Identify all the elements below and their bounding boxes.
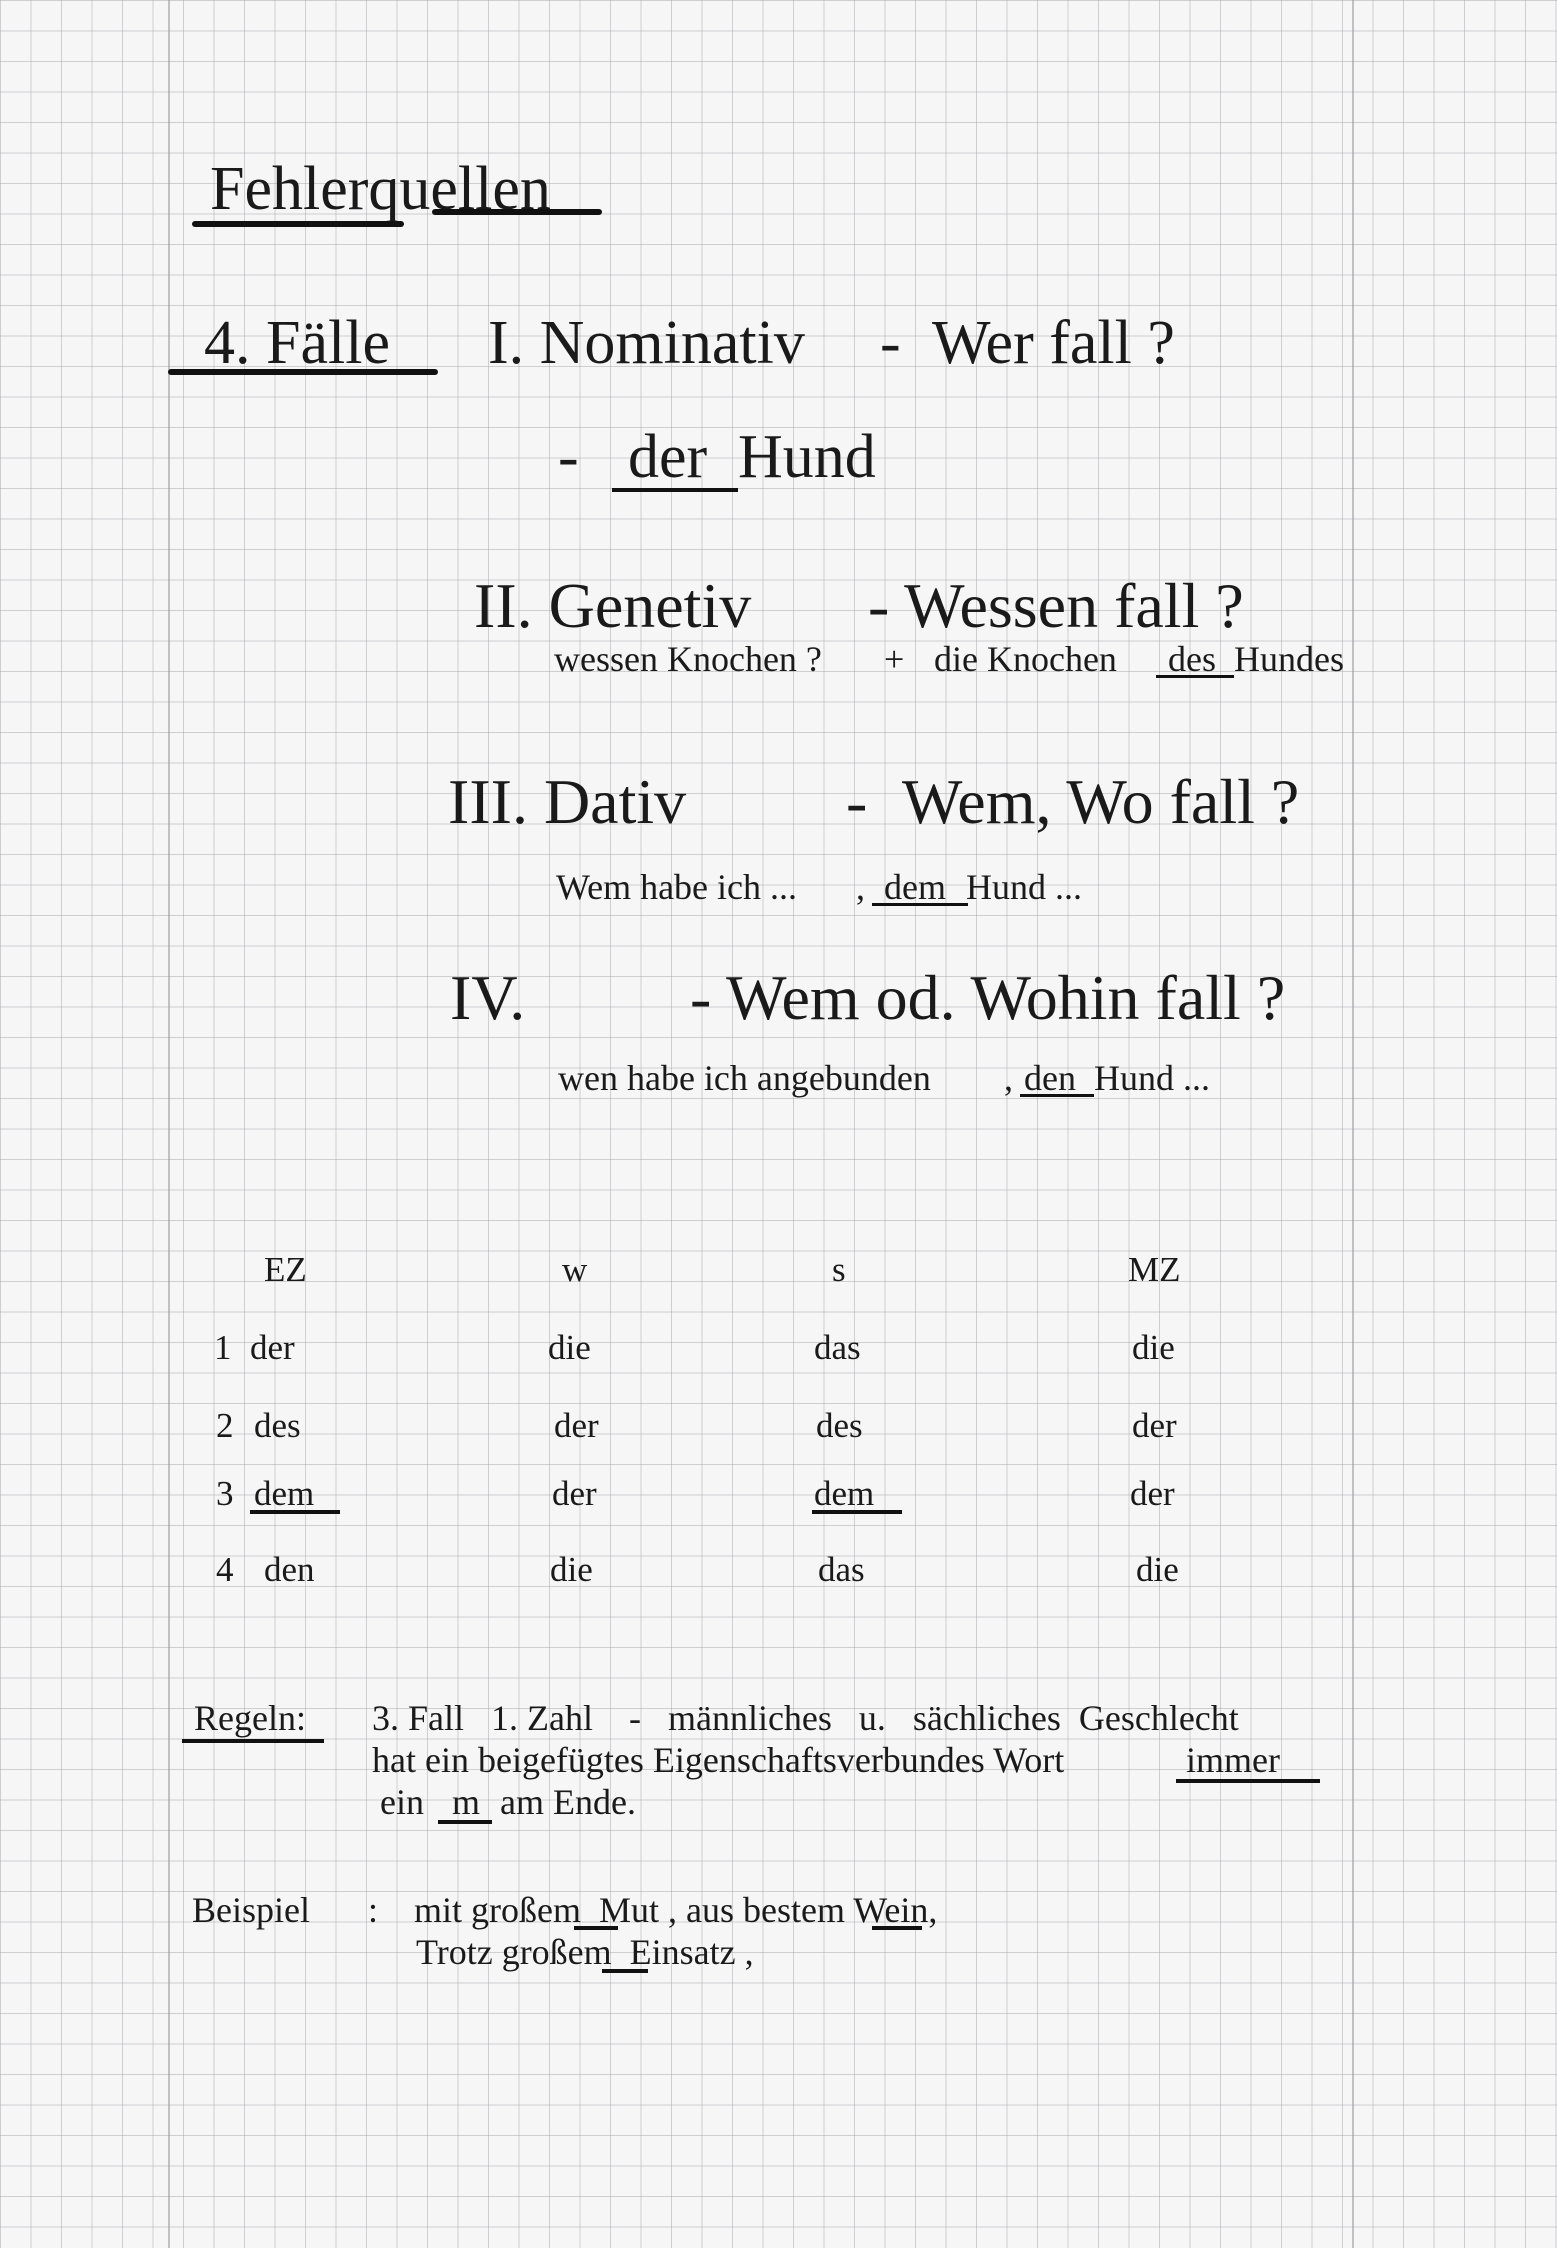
akkusativ-example-prefix: wen habe ich angebunden [558,1058,931,1098]
table-header-mz: MZ [1128,1250,1181,1289]
table-header-s: s [832,1250,846,1289]
genetiv-example-noun: Hundes [1234,639,1344,679]
genetiv-example-phrase: die Knochen [934,639,1117,679]
nominativ-question: Wer fall ? [932,309,1175,377]
table-row-1-s: das [814,1328,861,1367]
genetiv-label: II. Genetiv [474,570,752,641]
page-title: Fehlerquellen [210,155,551,223]
akkusativ-example-article: den [1024,1058,1076,1098]
rules-emphasis-underline [1176,1779,1320,1783]
cases-heading-underline [168,369,438,375]
table-row-2-mz: der [1132,1406,1177,1445]
table-header-w: w [562,1250,588,1289]
rules-label: Regeln: [194,1698,306,1738]
nominativ-article-underline [612,488,738,492]
table-row-4-w: die [550,1550,593,1589]
example-line-1-underline-1 [574,1926,618,1930]
nominativ-example-article: der [628,423,708,491]
table-row-2-num: 2 [216,1406,234,1445]
dativ-question: Wem, Wo fall ? [902,766,1300,837]
rules-line-2-prefix: hat ein beigefügtes Eigenschaftsverbundes Wort [372,1740,1065,1780]
dativ-dash: - [846,766,868,837]
dativ-article-underline [872,903,968,906]
dativ-comma: , [856,867,865,907]
table-row-4-num: 4 [216,1550,234,1589]
table-row-4-m: den [264,1550,315,1589]
dativ-example-article: dem [884,867,946,907]
akkusativ-article-underline [1020,1094,1094,1097]
akkusativ-comma: , [1004,1058,1013,1098]
table-row-1-m: der [250,1328,295,1367]
table-row-1-w: die [548,1328,591,1367]
rules-label-underline [182,1739,324,1743]
nominativ-dash: - [880,309,901,377]
table-row-3-w: der [552,1474,597,1513]
genetiv-example-article: des [1168,639,1216,679]
example-label: Beispiel [192,1890,310,1930]
table-row-1-num: 1 [214,1328,232,1367]
dativ-label: III. Dativ [448,766,687,837]
genetiv-question: - Wessen fall ? [868,570,1244,641]
rules-line-2-emphasis: immer [1186,1740,1280,1780]
title-underline-2 [432,209,602,215]
rules-m-underline [438,1820,492,1824]
akkusativ-label: IV. [450,962,526,1033]
right-margin-line [1352,0,1354,2248]
genetiv-example-question: wessen Knochen ? [554,639,822,679]
dativ-example-prefix: Wem habe ich ... [556,867,798,907]
nominativ-example-dash: - [558,423,579,491]
table-row-3-m: dem [254,1474,315,1513]
nominativ-example-noun: Hund [738,423,876,491]
example-line-2-underline [602,1969,648,1973]
table-row-4-mz: die [1136,1550,1179,1589]
akkusativ-question: - Wem od. Wohin fall ? [690,962,1286,1033]
table-header-ez: EZ [264,1250,307,1289]
rules-line-3-suffix: am Ende. [500,1782,636,1822]
rules-line-3-prefix: ein [380,1782,424,1822]
table-row-4-s: das [818,1550,865,1589]
table-row-2-s: des [816,1406,863,1445]
akkusativ-example-noun: Hund ... [1094,1058,1210,1098]
rules-line-1: 3. Fall 1. Zahl - männliches u. sächliches Geschlecht [372,1698,1239,1738]
genetiv-plus: + [884,639,905,679]
example-line-2: Trotz großem Einsatz , [416,1932,754,1972]
table-row-3-s: dem [814,1474,875,1513]
example-colon: : [368,1890,379,1930]
title-underline-1 [192,221,404,227]
table-row-3-mz: der [1130,1474,1175,1513]
nominativ-label: I. Nominativ [488,309,805,377]
table-row-3-s-underline [812,1510,902,1514]
table-row-2-w: der [554,1406,599,1445]
genetiv-article-underline [1156,675,1234,678]
table-row-2-m: des [254,1406,301,1445]
table-row-3-m-underline [250,1510,340,1514]
table-row-1-mz: die [1132,1328,1175,1367]
cases-heading: 4. Fälle [204,309,390,377]
dativ-example-noun: Hund ... [966,867,1082,907]
example-line-1-underline-2 [872,1926,922,1930]
rules-line-3-emphasis: m [452,1782,481,1822]
example-line-1: mit großem Mut , aus bestem Wein, [414,1890,938,1930]
left-margin-line [168,0,170,2248]
table-row-3-num: 3 [216,1474,234,1513]
